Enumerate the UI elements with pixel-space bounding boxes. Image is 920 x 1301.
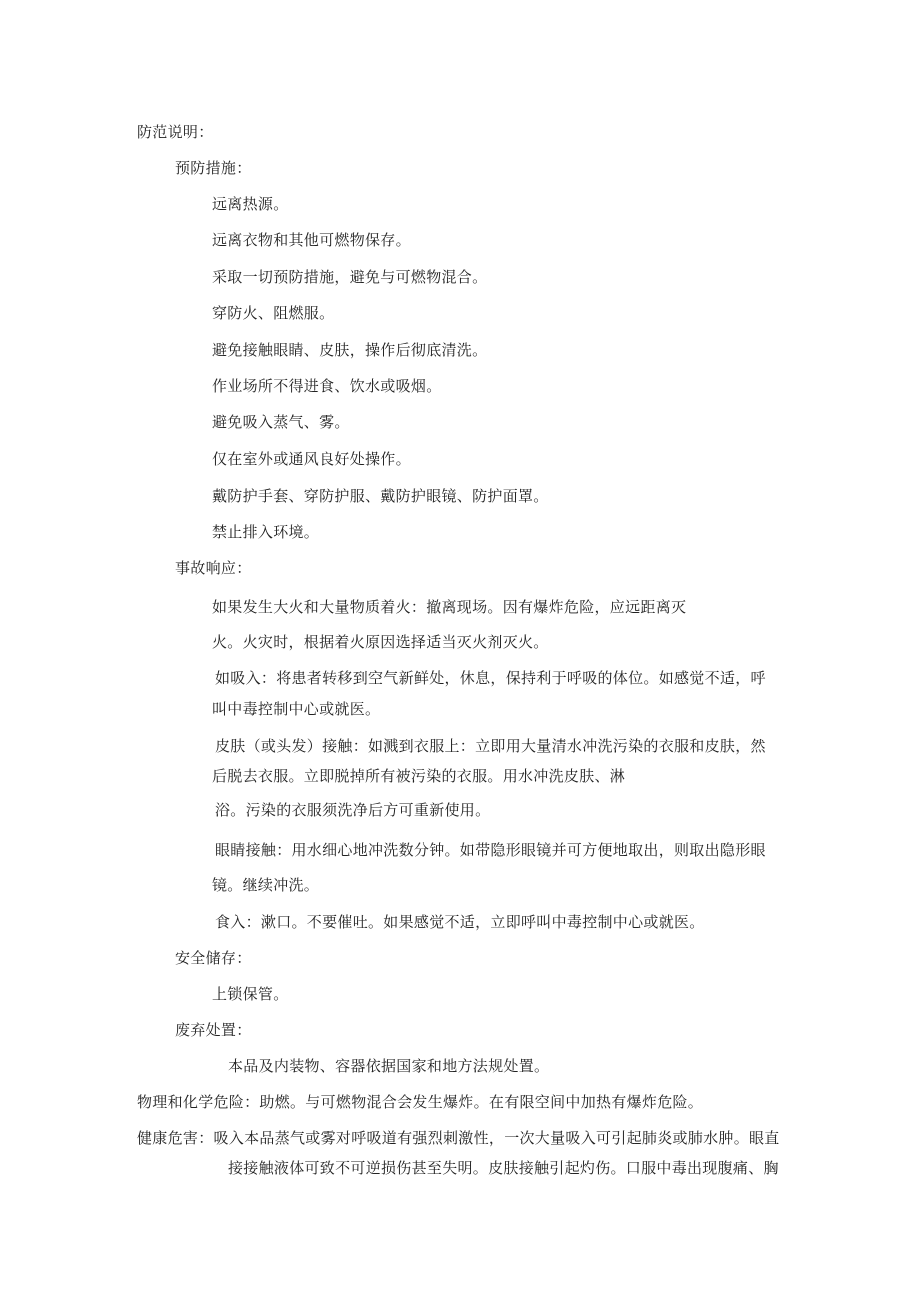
response-line: 如果发生大火和大量物质着火：撤离现场。因有爆炸危险，应远距离灭 — [212, 598, 687, 616]
prevention-item: 远离热源。 — [212, 195, 289, 213]
prevention-heading: 预防措施： — [175, 159, 252, 177]
precaution-heading: 防范说明： — [137, 123, 214, 141]
response-heading: 事故响应： — [175, 559, 252, 577]
response-line: 眼睛接触：用水细心地冲洗数分钟。如带隐形眼镜并可方便地取出，则取出隐形眼 — [215, 841, 766, 859]
response-line: 火。火灾时，根据着火原因选择适当灭火剂灭火。 — [212, 633, 549, 651]
prevention-item: 作业场所不得进食、饮水或吸烟。 — [212, 377, 442, 395]
response-line: 叫中毒控制中心或就医。 — [212, 700, 381, 718]
prevention-item: 避免吸入蒸气、雾。 — [212, 413, 350, 431]
prevention-item: 穿防火、阻燃服。 — [212, 304, 335, 322]
storage-heading: 安全储存： — [175, 949, 252, 967]
disposal-item: 本品及内装物、容器依据国家和地方法规处置。 — [228, 1057, 550, 1075]
response-line: 后脱去衣服。立即脱掉所有被污染的衣服。用水冲洗皮肤、淋 — [212, 767, 626, 785]
physical-hazard: 物理和化学危险：助燃。与可燃物混合会发生爆炸。在有限空间中加热有爆炸危险。 — [137, 1093, 704, 1111]
response-line: 镜。继续冲洗。 — [212, 876, 320, 894]
disposal-heading: 废弃处置： — [175, 1021, 252, 1039]
prevention-item: 避免接触眼睛、皮肤，操作后彻底清洗。 — [212, 341, 488, 359]
prevention-item: 禁止排入环境。 — [212, 523, 320, 541]
storage-item: 上锁保管。 — [212, 985, 289, 1003]
prevention-item: 采取一切预防措施，避免与可燃物混合。 — [212, 268, 488, 286]
health-hazard-line: 健康危害：吸入本品蒸气或雾对呼吸道有强烈刺激性，一次大量吸入可引起肺炎或肺水肿。眼直 — [137, 1129, 780, 1147]
response-line: 皮肤（或头发）接触：如溅到衣服上：立即用大量清水冲洗污染的衣服和皮肤，然 — [215, 737, 766, 755]
prevention-item: 仅在室外或通风良好处操作。 — [212, 450, 411, 468]
response-line: 如吸入：将患者转移到空气新鲜处，休息，保持利于呼吸的体位。如感觉不适，呼 — [215, 669, 766, 687]
health-hazard-line: 接接触液体可致不可逆损伤甚至失明。皮肤接触引起灼伤。口服中毒出现腹痛、胸 — [228, 1159, 779, 1177]
prevention-item: 远离衣物和其他可燃物保存。 — [212, 231, 411, 249]
response-line: 食入：漱口。不要催吐。如果感觉不适，立即呼叫中毒控制中心或就医。 — [215, 913, 705, 931]
prevention-item: 戴防护手套、穿防护服、戴防护眼镜、防护面罩。 — [212, 487, 549, 505]
response-line: 浴。污染的衣服须洗净后方可重新使用。 — [215, 801, 491, 819]
